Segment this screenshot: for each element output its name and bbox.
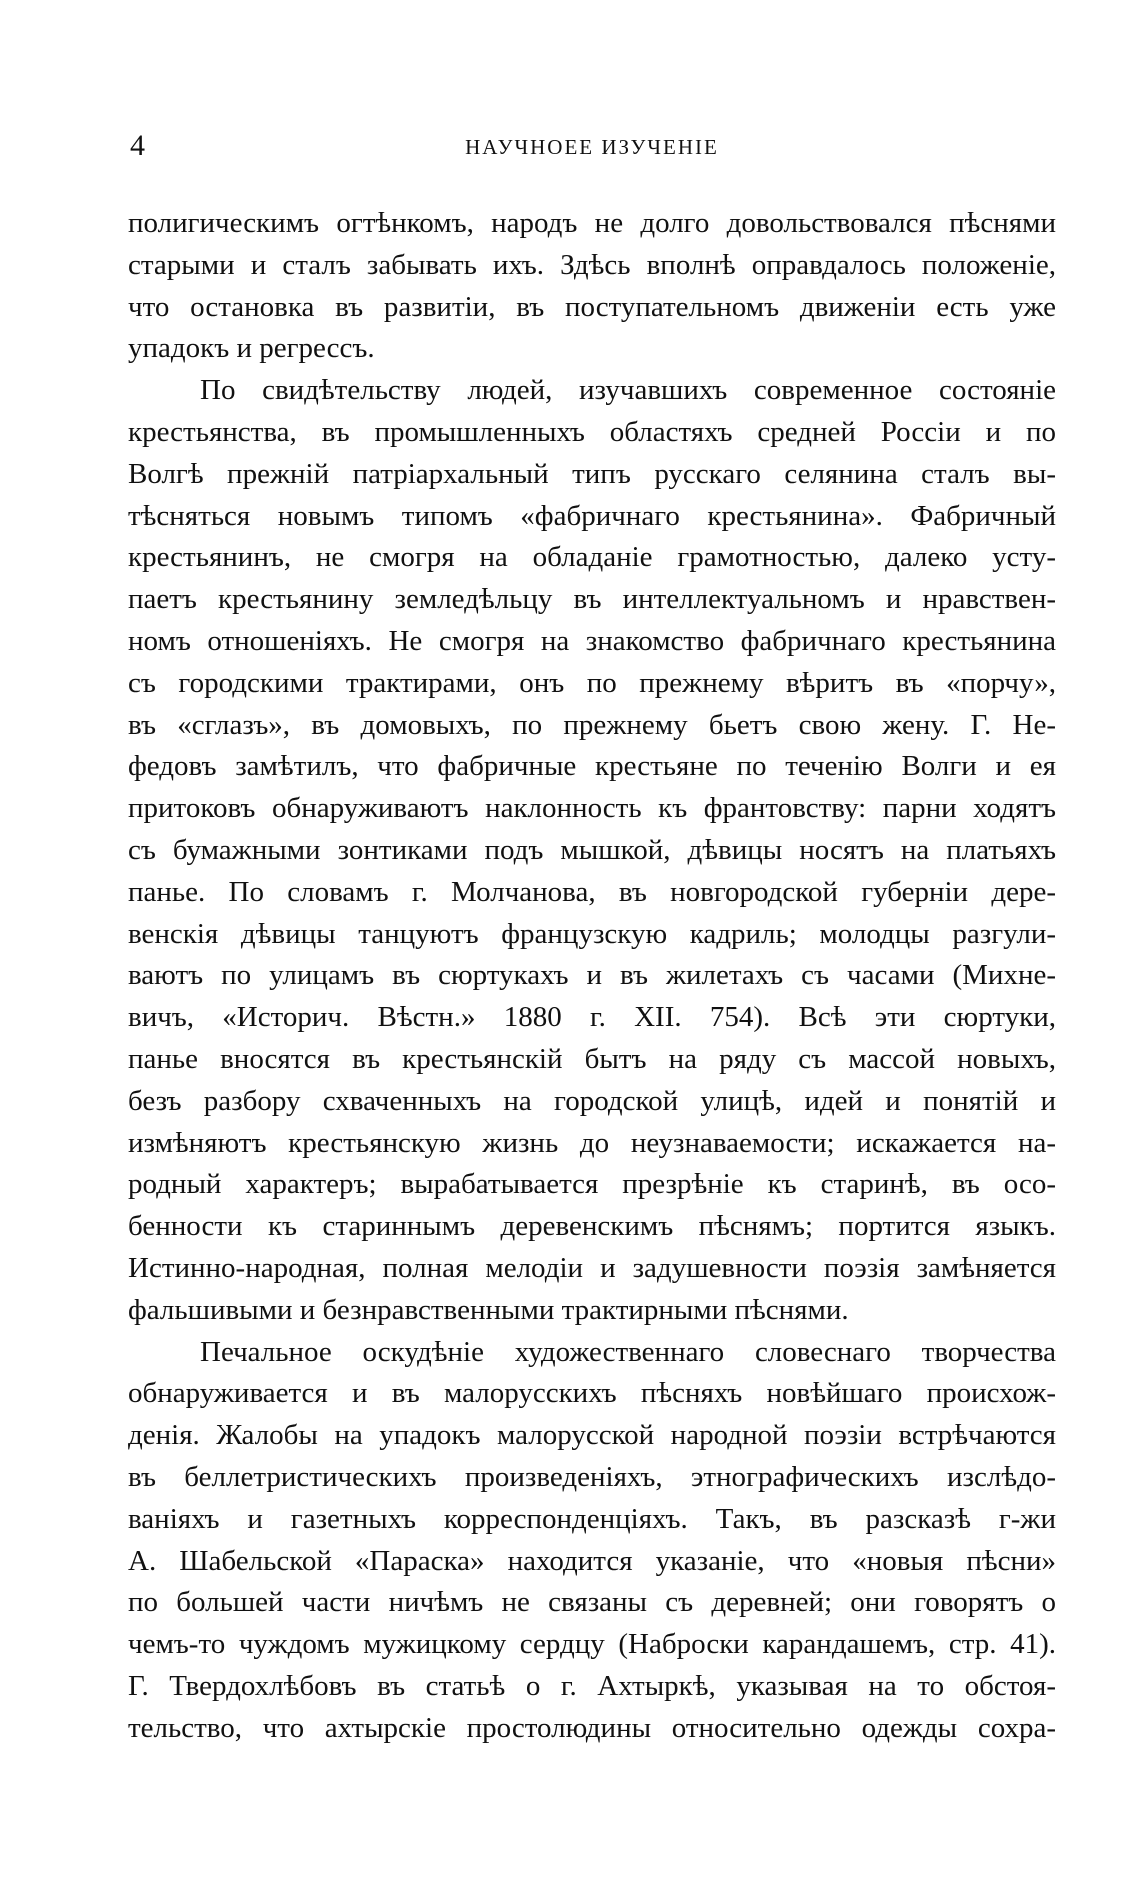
- page-number: 4: [130, 129, 145, 162]
- text-line: обнаруживается и въ малорусскихъ пѣсняхъ новѣйшаго происхож-: [128, 1377, 1056, 1410]
- text-line: панье. По словамъ г. Молчанова, въ новгородской губерніи дере-: [128, 875, 1056, 908]
- text-line: А. Шабельской «Параска» находится указаніе, что «новыя пѣсни»: [128, 1544, 1056, 1577]
- text-line: безъ разбору схваченныхъ на городской улицѣ, идей и понятій и: [128, 1084, 1056, 1117]
- text-line: въ беллетристическихъ произведеніяхъ, этнографическихъ изслѣдо-: [128, 1460, 1056, 1493]
- text-line: родный характеръ; вырабатывается презрѣніе къ старинѣ, въ осо-: [128, 1168, 1056, 1201]
- book-page: [128, 125, 1056, 1749]
- text-line: тѣсняться новымъ типомъ «фабричнаго крестьянина». Фабричный: [128, 499, 1056, 532]
- text-line: По свидѣтельству людей, изучавшихъ современное состояніе: [200, 374, 1056, 407]
- text-line: въ «сглазъ», въ домовыхъ, по прежнему бьетъ свою жену. Г. Не-: [128, 708, 1056, 741]
- running-head: [128, 125, 1056, 169]
- paragraph: [128, 370, 1056, 1331]
- paragraph: [128, 1332, 1056, 1750]
- text-line: ваніяхъ и газетныхъ корреспонденціяхъ. Такъ, въ разсказѣ г-жи: [128, 1502, 1056, 1535]
- text-line: фальшивыми и безнравственными трактирными пѣснями.: [128, 1293, 849, 1326]
- text-line: панье вносятся въ крестьянскій бытъ на ряду съ массой новыхъ,: [128, 1042, 1056, 1075]
- text-line: Г. Твердохлѣбовъ въ статьѣ о г. Ахтыркѣ, указывая на то обстоя-: [128, 1669, 1056, 1702]
- text-line: крестьянинъ, не смогря на обладаніе грамотностью, далеко усту-: [128, 541, 1056, 574]
- text-line: притоковъ обнаруживаютъ наклонность къ франтовству: парни ходятъ: [128, 792, 1056, 825]
- text-line: паетъ крестьянину земледѣльцу въ интеллектуальномъ и нравствен-: [128, 583, 1056, 616]
- body-text: [128, 203, 1056, 1749]
- text-line: тельство, что ахтырскіе простолюдины относительно одежды сохра-: [128, 1711, 1056, 1744]
- text-line: упадокъ и регрессъ.: [128, 332, 375, 365]
- text-line: старыми и сталъ забывать ихъ. Здѣсь вполнѣ оправдалось положеніе,: [128, 248, 1056, 281]
- text-line: измѣняютъ крестьянскую жизнь до неузнаваемости; искажается на-: [128, 1126, 1056, 1159]
- text-line: что остановка въ развитіи, въ поступательномъ движеніи есть уже: [128, 290, 1056, 323]
- paragraph: [128, 203, 1056, 370]
- text-line: бенности къ стариннымъ деревенскимъ пѣснямъ; портится языкъ.: [128, 1210, 1056, 1243]
- text-line: крестьянства, въ промышленныхъ областяхъ средней Россіи и по: [128, 415, 1056, 448]
- text-line: федовъ замѣтилъ, что фабричные крестьяне по теченію Волги и ея: [128, 750, 1056, 783]
- text-line: чемъ-то чуждомъ мужицкому сердцу (Наброски карандашемъ, стр. 41).: [128, 1628, 1056, 1661]
- text-line: венскія дѣвицы танцуютъ французскую кадриль; молодцы разгули-: [128, 917, 1056, 950]
- text-line: номъ отношеніяхъ. Не смогря на знакомство фабричнаго крестьянина: [128, 624, 1056, 657]
- text-line: ваютъ по улицамъ въ сюртукахъ и въ жилетахъ съ часами (Михне-: [128, 959, 1056, 992]
- text-line: Волгѣ прежній патріархальный типъ русскаго селянина сталъ вы-: [128, 457, 1056, 490]
- page-header-title: НАУЧНОЕЕ ИЗУЧЕНІЕ: [465, 135, 719, 159]
- text-line: денія. Жалобы на упадокъ малорусской народной поэзіи встрѣчаются: [128, 1419, 1056, 1452]
- text-line: съ городскими трактирами, онъ по прежнему вѣритъ въ «порчу»,: [128, 666, 1056, 699]
- text-line: Истинно-народная, полная мелодіи и задушевности поэзія замѣняется: [128, 1251, 1056, 1284]
- text-line: Печальное оскудѣніе художественнаго словеснаго творчества: [200, 1335, 1056, 1368]
- text-line: съ бумажными зонтиками подъ мышкой, дѣвицы носятъ на платьяхъ: [128, 833, 1056, 866]
- text-line: вичъ, «Историч. Вѣстн.» 1880 г. XII. 754). Всѣ эти сюртуки,: [128, 1001, 1056, 1034]
- text-line: по большей части ничѣмъ не связаны съ деревней; они говорятъ о: [128, 1586, 1056, 1619]
- text-line: полигическимъ огтѣнкомъ, народъ не долго довольствовался пѣснями: [128, 207, 1056, 239]
